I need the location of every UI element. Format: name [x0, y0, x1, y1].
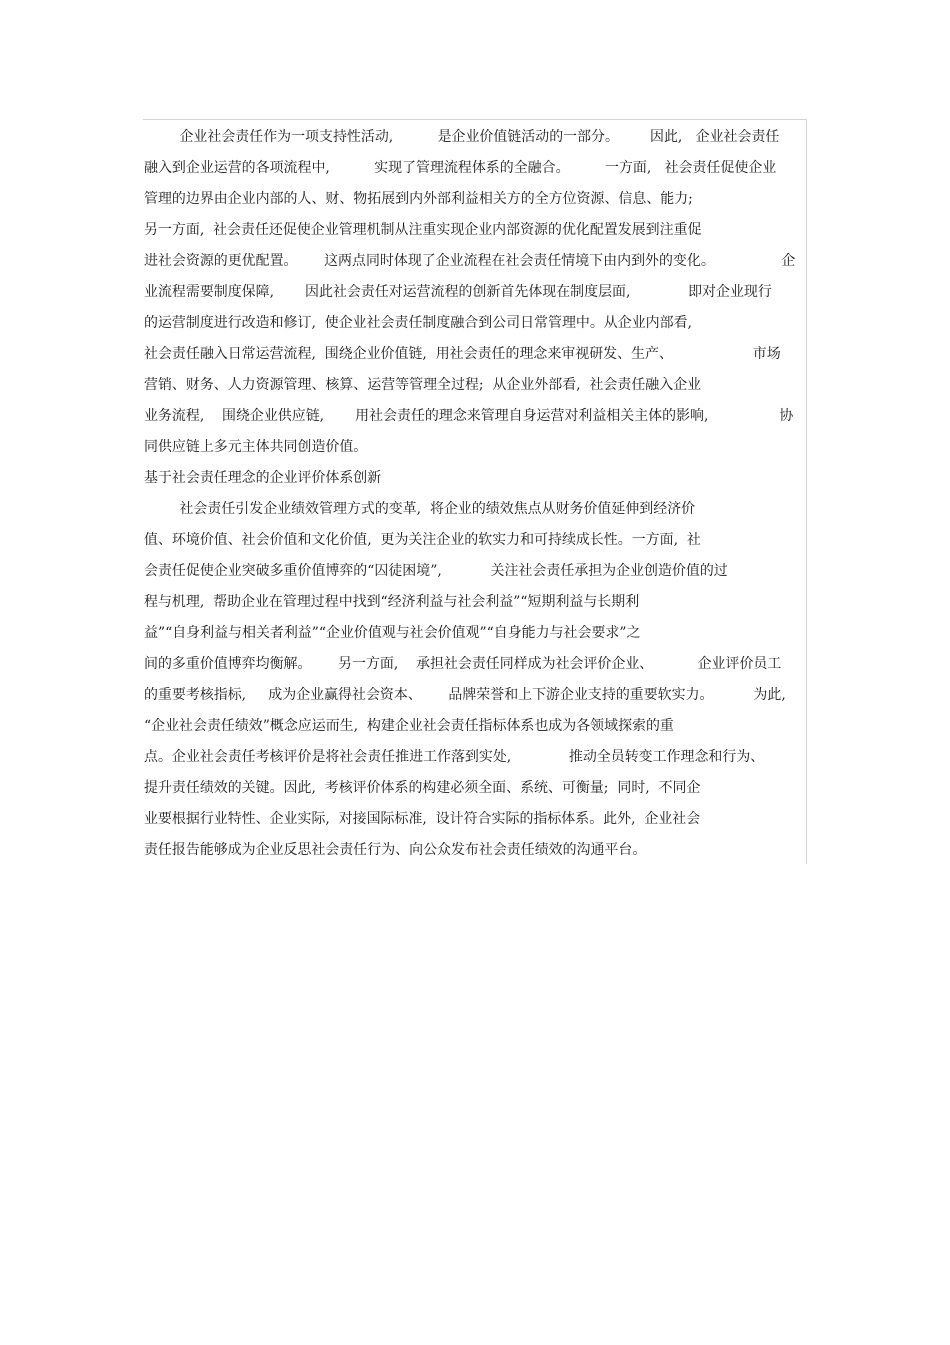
paragraph-line: 社会责任引发企业绩效管理方式的变革, 将企业的绩效焦点从财务价值延伸到经济价 — [144, 501, 696, 517]
paragraph-line: 社会责任融入日常运营流程, 围绕企业价值链, 用社会责任的理念来审视研发、生产、 市场 — [144, 346, 781, 362]
paragraph-line: 值、环境价值、社会价值和文化价值, 更为关注企业的软实力和可持续成长性。一方面, 社 — [144, 532, 701, 548]
paragraph-line: 管理的边界由企业内部的人、财、物拓展到内外部利益相关方的全方位资源、信息、能力; — [144, 191, 693, 207]
paragraph-line: 企业社会责任作为一项支持性活动, 是企业价值链活动的一部分。 因此, 企业社会责任 — [144, 129, 780, 145]
paragraph-line: 另一方面, 社会责任还促使企业管理机制从注重实现企业内部资源的优化配置发展到注重促 — [144, 222, 702, 238]
paragraph-line: 融入到企业运营的各项流程中, 实现了管理流程体系的全融合。 一方面, 社会责任促使企业 — [144, 160, 777, 176]
paragraph-line: 业务流程, 围绕企业供应链, 用社会责任的理念来管理自身运营对利益相关主体的影响, 协 — [144, 408, 794, 424]
frame-top-border — [143, 119, 807, 120]
paragraph-line: 同供应链上多元主体共同创造价值。 — [144, 439, 368, 455]
paragraph-line: 的重要考核指标, 成为企业赢得社会资本、 品牌荣誉和上下游企业支持的重要软实力。 为此, — [144, 687, 786, 703]
paragraph-line: 营销、财务、人力资源管理、核算、运营等管理全过程; 从企业外部看, 社会责任融入企业 — [144, 377, 702, 393]
paragraph-line: 会责任促使企业突破多重价值博弈的“囚徒困境”, 关注社会责任承担为企业创造价值的过 — [144, 563, 728, 579]
paragraph-line: 进社会资源的更优配置。 这两点同时体现了企业流程在社会责任情境下由内到外的变化。 企 — [144, 253, 796, 269]
paragraph-line: 业要根据行业特性、企业实际, 对接国际标准, 设计符合实际的指标体系。此外, 企业社会 — [144, 811, 701, 827]
paragraph-line: 程与机理, 帮助企业在管理过程中找到“经济利益与社会利益”“短期利益与长期利 — [144, 594, 640, 610]
paragraph-line: 提升责任绩效的关键。因此, 考核评价体系的构建必须全面、系统、可衡量; 同时, 不同企 — [144, 780, 701, 796]
paragraph-line: 的运营制度进行改造和修订, 使企业社会责任制度融合到公司日常管理中。从企业内部看, — [144, 315, 692, 331]
paragraph-line: 业流程需要制度保障, 因此社会责任对运营流程的创新首先体现在制度层面, 即对企业现行 — [144, 284, 772, 300]
paragraph-line: 责任报告能够成为企业反思社会责任行为、向公众发布社会责任绩效的沟通平台。 — [144, 842, 647, 858]
body-text — [144, 122, 808, 866]
paragraph-line: 点。企业社会责任考核评价是将社会责任推进工作落到实处, 推动全员转变工作理念和行为、 — [144, 749, 765, 765]
paragraph-line: 益”“自身利益与相关者利益”“企业价值观与社会价值观”“自身能力与社会要求”之 — [144, 625, 641, 641]
paragraph-line: 间的多重价值博弈均衡解。 另一方面, 承担社会责任同样成为社会评价企业、 企业评价员工 — [144, 656, 782, 672]
paragraph-line: “企业社会责任绩效”概念应运而生, 构建企业社会责任指标体系也成为各领域探索的重 — [144, 718, 674, 734]
section-heading: 基于社会责任理念的企业评价体系创新 — [144, 470, 382, 486]
